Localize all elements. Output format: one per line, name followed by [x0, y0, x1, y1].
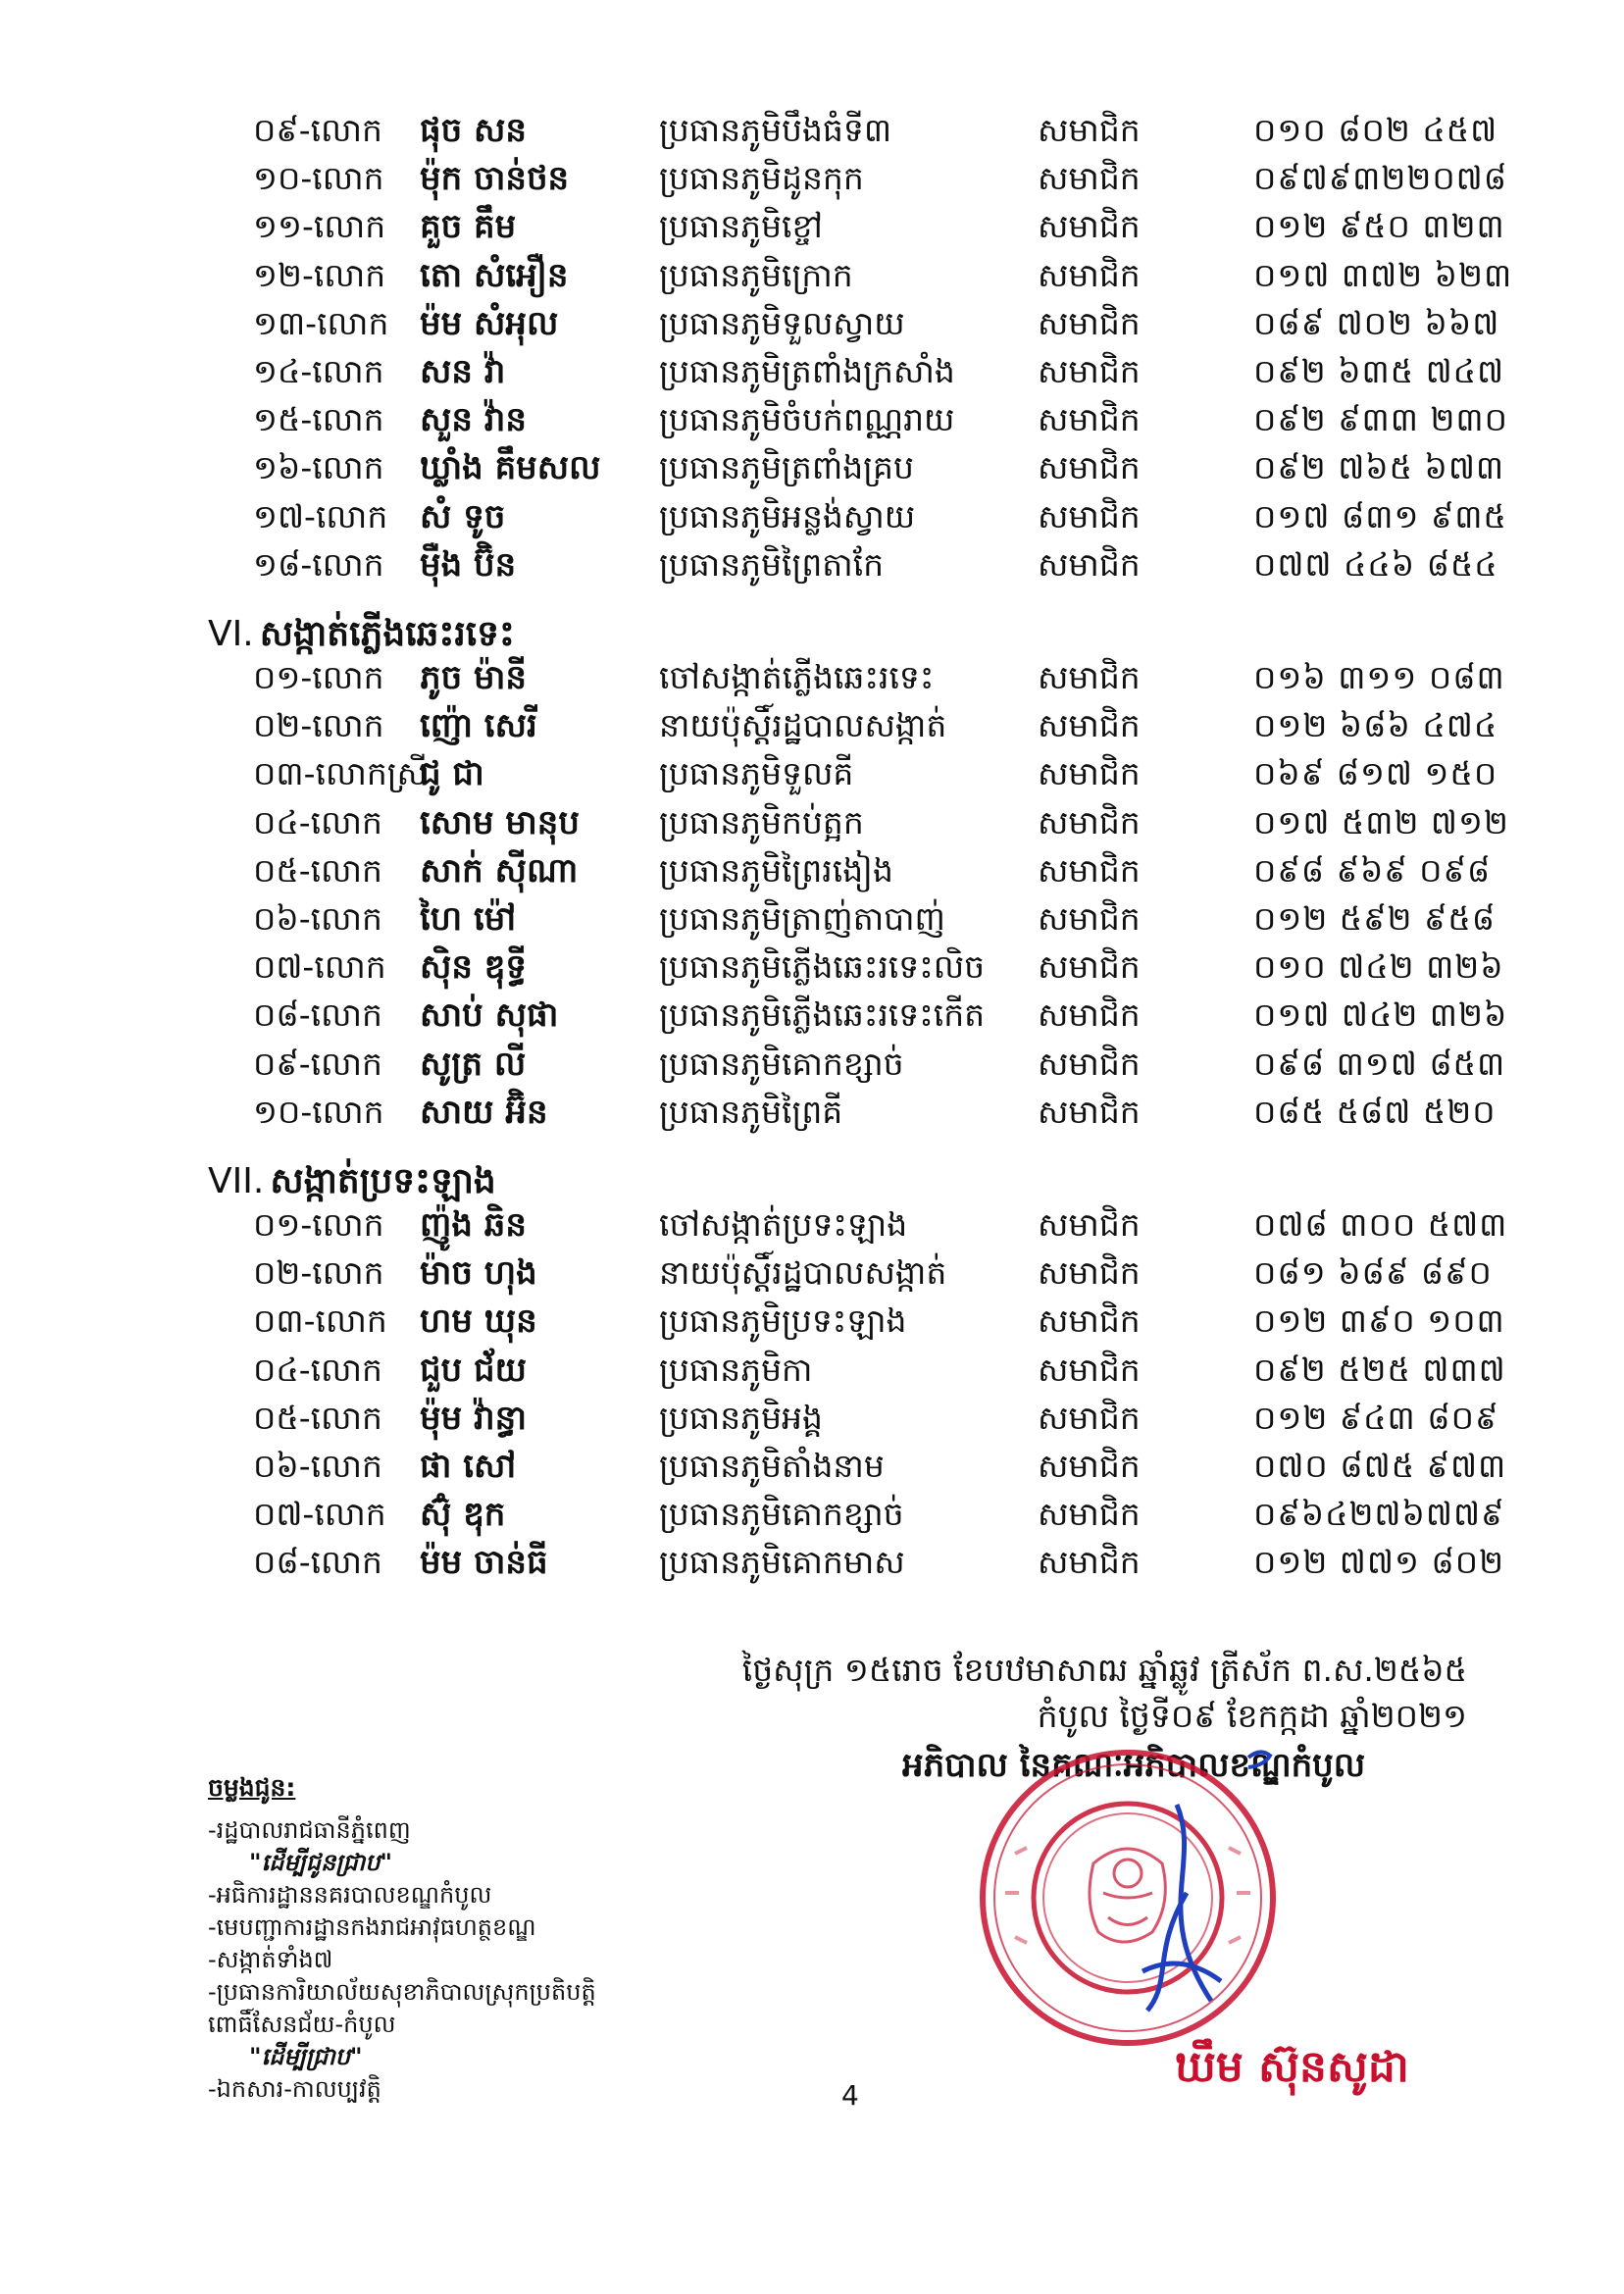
member-row	[0, 395, 1624, 444]
member-row	[0, 1297, 1624, 1346]
member-position: ប្រធានភូមិក្រោក	[659, 255, 853, 294]
member-position: ប្រធានភូមិព្រៃគី	[659, 1092, 843, 1131]
member-name: ស៊ុំ ឌុក	[420, 1495, 506, 1535]
member-role: សមាជិក	[1038, 947, 1141, 987]
member-phone: ០៩២ ៧៦៥ ៦៧៣	[1253, 448, 1505, 487]
member-position: ប្រធានភូមិព្រៃតាកែ	[659, 544, 885, 584]
member-number: ១០-លោក	[253, 1092, 384, 1131]
member-number: ០៤-លោក	[253, 1350, 382, 1389]
member-role: សមាជិក	[1038, 1350, 1141, 1389]
member-row	[0, 492, 1624, 541]
member-number: ០៩-លោក	[253, 111, 382, 149]
member-phone: ០៨១ ៦៨៩ ៨៩០	[1253, 1253, 1493, 1293]
member-role: សមាជិក	[1038, 899, 1141, 938]
member-role: សមាជិក	[1038, 255, 1141, 294]
member-name: ជួប ជ័យ	[420, 1350, 527, 1390]
member-row	[0, 1249, 1624, 1298]
member-number: ១១-លោក	[253, 207, 386, 246]
member-position: ប្រធានភូមិដូនកុក	[659, 159, 864, 198]
member-phone: ០១២ ៧៧១ ៨០២	[1253, 1543, 1505, 1582]
member-position: ប្រធានភូមិខ្ចៅ	[659, 207, 823, 246]
member-row	[0, 749, 1624, 798]
member-number: ១៧-លោក	[253, 496, 388, 535]
member-phone: ០៩២ ៥២៥ ៧៣៧	[1253, 1350, 1506, 1389]
section-heading	[208, 610, 515, 659]
copies-note: "ដើម្បីជូនជ្រាប"	[249, 1849, 392, 1876]
member-name: ស៊ិន ឌុទ្ធី	[420, 947, 527, 988]
member-row	[0, 106, 1624, 155]
member-row	[0, 299, 1624, 348]
member-phone: ០១២ ៦៨៦ ៤៧៤	[1253, 706, 1498, 745]
section-numeral: VI.	[208, 614, 254, 654]
member-name: ម៉ាច ហុង	[420, 1253, 537, 1294]
member-role: សមាជិក	[1038, 448, 1141, 487]
member-row	[0, 1442, 1624, 1491]
member-name: សាក់ ស៊ីណា	[420, 850, 579, 891]
copies-block	[208, 1773, 596, 2106]
member-position: ប្រធានភូមិបឹងធំទី៣	[659, 111, 892, 149]
member-role: សមាជិក	[1038, 1044, 1141, 1083]
member-name: គួច គឹម	[420, 207, 517, 247]
member-phone: ០១២ ៣៩០ ១០៣	[1253, 1301, 1505, 1341]
member-position: នាយប៉ុស្តិ៍រដ្ឋបាលសង្កាត់	[659, 706, 947, 745]
member-row	[0, 943, 1624, 992]
member-number: ០៨-លោក	[253, 1543, 382, 1582]
member-number: ០២-លោក	[253, 706, 384, 745]
member-position: ប្រធានភូមិទួលគី	[659, 754, 854, 793]
member-row	[0, 894, 1624, 943]
member-name: ម៉ុក ចាន់ថន	[420, 159, 570, 199]
member-number: ០៣-លោកស្រី	[253, 754, 429, 793]
member-row	[0, 1346, 1624, 1395]
member-role: សមាជិក	[1038, 1301, 1141, 1341]
member-number: ០១-លោក	[253, 658, 384, 696]
member-role: សមាជិក	[1038, 159, 1141, 198]
member-row	[0, 202, 1624, 251]
member-role: សមាជិក	[1038, 303, 1141, 342]
member-number: ០៩-លោក	[253, 1044, 382, 1083]
member-phone: ០៩២ ៩៣៣ ២៣០	[1253, 400, 1508, 439]
member-phone: ០៨៥ ៥៨៧ ៥២០	[1253, 1092, 1497, 1131]
member-phone: ០៩៧៩៣២២០៧៨	[1253, 159, 1508, 198]
member-phone: ០១៧ ៨៣១ ៩៣៥	[1253, 496, 1507, 535]
member-name: សាប់ សុផា	[420, 995, 559, 1036]
member-phone: ០១២ ៩៤៣ ៨០៩	[1253, 1398, 1499, 1437]
member-number: ០២-លោក	[253, 1253, 384, 1293]
member-role: សមាជិក	[1038, 544, 1141, 584]
member-name: ផុច សន	[420, 111, 527, 150]
member-role: សមាជិក	[1038, 400, 1141, 439]
member-position: ប្រធានភូមិប្រទះឡាង	[659, 1301, 907, 1341]
member-number: ១៤-លោក	[253, 352, 384, 390]
member-row	[0, 1394, 1624, 1443]
member-role: សមាជិក	[1038, 706, 1141, 745]
member-position: ប្រធានភូមិគោកមាស	[659, 1543, 905, 1582]
member-position: ប្រធានភូមិតាំងនាម	[659, 1447, 885, 1485]
member-number: ១៣-លោក	[253, 303, 389, 342]
member-position: ចៅសង្កាត់ប្រទះឡាង	[659, 1205, 908, 1244]
member-role: សមាជិក	[1038, 352, 1141, 390]
member-role: សមាជិក	[1038, 496, 1141, 535]
member-name: ជូ ជា	[420, 754, 484, 794]
member-position: ប្រធានភូមិអង្គ	[659, 1398, 823, 1437]
member-role: សមាជិក	[1038, 1253, 1141, 1293]
member-name: សំ ទូច	[420, 496, 506, 536]
member-phone: ០១០ ៨០២ ៤៥៧	[1253, 111, 1498, 149]
member-row	[0, 154, 1624, 203]
copies-recipient: -ឯកសារ-កាលប្បវត្តិ	[208, 2075, 381, 2103]
member-number: ០៥-លោក	[253, 1398, 382, 1437]
member-phone: ០១៧ ៥៣២ ៧១២	[1253, 802, 1509, 841]
member-role: សមាជិក	[1038, 1447, 1141, 1485]
member-position: ប្រធានភូមិភ្លើងឆេះរទេះកើត	[659, 995, 986, 1035]
member-phone: ០៦៩ ៨១៧ ១៥០	[1253, 754, 1498, 793]
copies-recipient: -សង្កាត់ទាំង៧	[208, 1946, 333, 1973]
member-row	[0, 1200, 1624, 1249]
member-phone: ០៧៧ ៤៤៦ ៨៥៤	[1253, 544, 1498, 584]
member-role: សមាជិក	[1038, 802, 1141, 841]
member-number: ០៤-លោក	[253, 802, 382, 841]
member-number: ១៨-លោក	[253, 544, 384, 584]
member-role: សមាជិក	[1038, 1092, 1141, 1131]
member-position: ប្រធានភូមិទួលស្វាយ	[659, 303, 905, 342]
copies-list	[208, 1814, 596, 2106]
member-phone: ០១៧ ៧៤២ ៣២៦	[1253, 995, 1508, 1035]
signatory-title: អភិបាល នៃគណៈអភិបាលខណ្ឌកំបូល	[902, 1746, 1366, 1785]
member-role: សមាជិក	[1038, 1543, 1141, 1582]
member-number: ០៥-លោក	[253, 850, 382, 890]
member-position: ប្រធានភូមិកា	[659, 1350, 813, 1389]
member-phone: ០៩៨ ៣១៧ ៨៥៣	[1253, 1044, 1506, 1083]
section-title: សង្កាត់ប្រទះឡាង	[270, 1161, 496, 1201]
member-name: ហៃ ម៉ៅ	[420, 899, 517, 939]
member-name: ម៉ម សំអុល	[420, 303, 559, 343]
member-row	[0, 443, 1624, 492]
member-phone: ០៧០ ៨៧៥ ៩៧៣	[1253, 1447, 1507, 1485]
member-row	[0, 1088, 1624, 1137]
member-position: ប្រធានភូមិភ្លើងឆេះរទេះលិច	[659, 947, 986, 987]
member-row	[0, 798, 1624, 847]
member-phone: ០៩៨ ៩៦៩ ០៩៨	[1253, 850, 1492, 890]
date-solar: កំបូល ថ្ងៃទី០៩ ខែកក្កដា ឆ្នាំ២០២១	[1037, 1697, 1467, 1735]
member-position: ប្រធានភូមិចំបក់ពណ្ណរាយ	[659, 400, 955, 439]
member-row	[0, 347, 1624, 396]
copies-recipient: ពោធិ៍សែនជ័យ-កំបូល	[208, 2011, 396, 2038]
copies-recipient: -ប្រធានការិយាល័យសុខាភិបាលស្រុកប្រតិបត្តិ	[208, 1978, 596, 2006]
member-row	[0, 251, 1624, 300]
member-phone: ០១៦ ៣១១ ០៨៣	[1253, 658, 1505, 696]
member-role: សមាជិក	[1038, 995, 1141, 1035]
member-row	[0, 540, 1624, 589]
member-role: សមាជិក	[1038, 1205, 1141, 1244]
member-row	[0, 701, 1624, 750]
member-position: ប្រធានភូមិអន្លង់ស្វាយ	[659, 496, 916, 535]
member-name: សោម មានុប	[420, 802, 580, 842]
official-seal-icon	[976, 1746, 1280, 2050]
member-phone: ០៩៦៤២៧៦៧៧៩	[1253, 1495, 1505, 1534]
member-number: ០៦-លោក	[253, 899, 382, 938]
member-row	[0, 1490, 1624, 1539]
member-row	[0, 846, 1624, 895]
member-phone: ០១០ ៧៤២ ៣២៦	[1253, 947, 1504, 987]
member-number: ១០-លោក	[253, 159, 384, 198]
member-role: សមាជិក	[1038, 658, 1141, 696]
copies-recipient: -អធិការដ្ឋាននគរបាលខណ្ឌកំបូល	[208, 1881, 492, 1909]
member-position: ប្រធានភូមិត្រាញ់តាបាញ់	[659, 899, 945, 938]
member-role: សមាជិក	[1038, 111, 1141, 149]
copies-heading: ចម្លងជូន:	[208, 1773, 296, 1802]
member-row	[0, 1040, 1624, 1089]
member-name: ផា សៅ	[420, 1447, 517, 1486]
member-position: ចៅសង្កាត់ភ្លើងឆេះរទេះ	[659, 658, 935, 696]
member-phone: ០៧៨ ៣០០ ៥៧៣	[1253, 1205, 1508, 1244]
member-role: សមាជិក	[1038, 850, 1141, 890]
member-row	[0, 653, 1624, 702]
member-number: ១៦-លោក	[253, 448, 384, 487]
member-name: សួន វ៉ាន	[420, 400, 527, 440]
member-number: ១៥-លោក	[253, 400, 384, 439]
member-row	[0, 991, 1624, 1040]
section-heading	[208, 1157, 496, 1206]
member-role: សមាជិក	[1038, 207, 1141, 246]
member-row	[0, 1538, 1624, 1587]
member-number: ០១-លោក	[253, 1205, 384, 1244]
member-name: ភូច ម៉ានី	[420, 658, 527, 697]
member-position: នាយប៉ុស្តិ៍រដ្ឋបាលសង្កាត់	[659, 1253, 947, 1293]
member-number: ០៦-លោក	[253, 1447, 382, 1485]
member-name: ញ៉ូង ឆិន	[420, 1205, 527, 1245]
member-name: ម៉ឺង ប៊ិន	[420, 544, 517, 585]
member-position: ប្រធានភូមិត្រពាំងគ្រប	[659, 448, 914, 487]
member-name: សូត្រ លី	[420, 1044, 527, 1084]
member-number: ០៧-លោក	[253, 947, 386, 987]
member-number: ១២-លោក	[253, 255, 386, 294]
member-phone: ០៩២ ៦៣៥ ៧៤៧	[1253, 352, 1505, 390]
member-role: សមាជិក	[1038, 1398, 1141, 1437]
member-position: ប្រធានភូមិកប់ត្អក	[659, 802, 864, 841]
member-name: ហម ឃុន	[420, 1301, 537, 1342]
member-role: សមាជិក	[1038, 1495, 1141, 1534]
member-name: ឃ្លាំង គឹមសល	[420, 448, 601, 488]
member-number: ០៨-លោក	[253, 995, 382, 1035]
member-name: ញ៉ោ សេរី	[420, 706, 537, 746]
date-lunar: ថ្ងៃសុក្រ ១៥រោច ខែបឋមាសាឍ ឆ្នាំឆ្លូវ ត្រីស័ក ព.ស.២៥៦៥	[741, 1651, 1467, 1689]
member-phone: ០១៧ ៣៧២ ៦២៣	[1253, 255, 1513, 294]
member-number: ០៧-លោក	[253, 1495, 386, 1534]
member-position: ប្រធានភូមិត្រពាំងក្រសាំង	[659, 352, 955, 390]
section-numeral: VII.	[208, 1161, 265, 1201]
member-name: ម៉ម ចាន់ធី	[420, 1543, 548, 1583]
member-position: ប្រធានភូមិគោកខ្សាច់	[659, 1044, 904, 1083]
section-title: សង្កាត់ភ្លើងឆេះរទេះ	[259, 614, 515, 654]
member-name: សន វ៉ា	[420, 352, 506, 391]
member-phone: ០១២ ៥៩២ ៩៥៨	[1253, 899, 1497, 938]
copies-recipient: -មេបញ្ជាការដ្ឋានកងរាជអាវុធហត្ថខណ្ឌ	[208, 1913, 536, 1941]
page-number: 4	[841, 2079, 859, 2112]
member-name: សាយ អ៊ិន	[420, 1092, 548, 1132]
member-phone: ០១២ ៩៥០ ៣២៣	[1253, 207, 1505, 246]
copies-recipient: -រដ្ឋបាលរាជធានីភ្នំពេញ	[208, 1816, 411, 1844]
member-position: ប្រធានភូមិគោកខ្សាច់	[659, 1495, 904, 1534]
member-role: សមាជិក	[1038, 754, 1141, 793]
member-name: ម៉ុម វ៉ាន្ធា	[420, 1398, 527, 1438]
member-phone: ០៨៩ ៧០២ ៦៦៧	[1253, 303, 1500, 342]
copies-note: "ដើម្បីជ្រាប"	[249, 2043, 363, 2070]
signatory-name: ឃឹម ស៊ុនសូដា	[1175, 2042, 1409, 2092]
member-name: តោ សំអឿន	[420, 255, 569, 295]
member-position: ប្រធានភូមិព្រៃរងៀង	[659, 850, 893, 890]
member-number: ០៣-លោក	[253, 1301, 387, 1341]
